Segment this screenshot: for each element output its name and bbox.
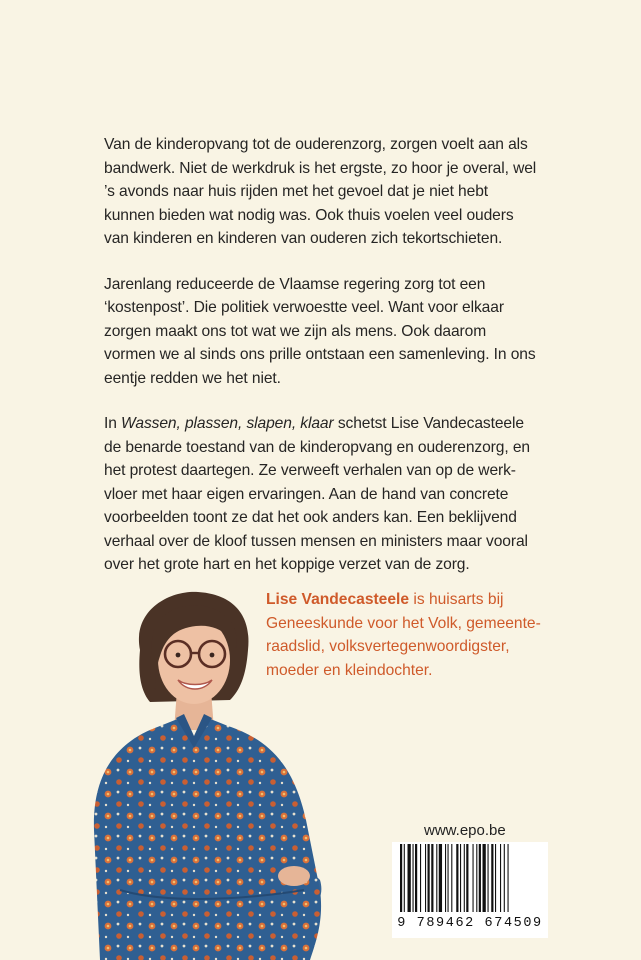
author-bio-text: is huisarts bij (409, 591, 504, 608)
barcode-bar (436, 844, 437, 912)
blurb-line: kunnen bieden wat nodig was. Ook thuis voelen veel ouders (104, 206, 514, 224)
blurb-line: vloer met haar eigen ervaringen. Aan de hand van concrete (104, 485, 509, 503)
barcode-bar (413, 844, 414, 912)
barcode-bar (425, 844, 426, 912)
blurb-line: voorbeelden toont ze dat het ook anders kan. Een beklijvend (104, 509, 517, 526)
barcode-bar (415, 844, 417, 912)
blurb-line: eentje redden we het niet. (104, 369, 281, 387)
author-name: Lise Vandecasteele (266, 591, 410, 608)
barcode-bar (504, 844, 505, 912)
blurb-line: de benarde toestand van de kinderopvang en ouderenzorg, en (104, 438, 530, 456)
blurb-line: ’s avonds naar huis rijden met het gevoel dat je niet hebt (104, 183, 489, 200)
author-bio-line: Geneeskunde voor het Volk, gemeente- (266, 614, 541, 632)
barcode-bars (398, 844, 542, 916)
barcode-bar (431, 844, 433, 912)
blurb-line (104, 412, 564, 436)
barcode-bar (491, 844, 493, 912)
book-title: Wassen, plassen, slapen, klaar (121, 415, 334, 432)
blurb-text: In (104, 415, 122, 432)
barcode-bar (466, 844, 468, 912)
blurb-paragraph-3 (104, 412, 564, 577)
barcode-bar (460, 844, 461, 912)
blurb-line: over het grote hart en het koppige verzet van de zorg. (104, 556, 470, 573)
barcode-bar (456, 844, 458, 912)
barcode-bar (500, 844, 501, 912)
isbn-barcode (392, 842, 548, 938)
blurb-line: Van de kinderopvang tot de ouderenzorg, zorgen voelt aan als (104, 136, 528, 153)
blurb-text: schetst Lise Vandecasteele (333, 415, 524, 432)
barcode-bar (445, 844, 446, 912)
blurb-line: Jarenlang reduceerde de Vlaamse regering zorg tot een (104, 275, 486, 293)
blurb-line: van kinderen en kinderen van ouderen zich tekortschieten. (104, 230, 503, 247)
blurb-paragraph-2 (104, 273, 564, 391)
back-cover-blurb (104, 133, 564, 599)
blurb-line: bandwerk. Niet de werkdruk is het ergste, zo hoor je overal, wel (104, 159, 537, 177)
author-bio-line: raadslid, volksvertegenwoordigster, (266, 638, 510, 655)
blurb-line: zorgen maakt ons tot wat we zijn als mens. Ook daarom (104, 322, 487, 340)
author-bio-line: moeder en kleindochter. (266, 661, 433, 679)
barcode-bar (420, 844, 421, 912)
blurb-paragraph-1 (104, 133, 564, 251)
blurb-line: vormen we al sinds ons prille ontstaan een samenleving. In ons (104, 346, 536, 363)
publisher-website: www.epo.be (424, 822, 506, 839)
barcode-bar (476, 844, 477, 912)
blurb-line: verhaal over de kloof tussen mensen en ministers maar vooral (104, 532, 528, 550)
barcode-bar (464, 844, 465, 912)
barcode-area (392, 820, 552, 940)
barcode-bar (400, 844, 402, 912)
barcode-bar (439, 844, 442, 912)
barcode-bar (483, 844, 486, 912)
blurb-line: het protest daartegen. Ze verweeft verhalen van op de werk- (104, 462, 516, 479)
barcode-bar (408, 844, 411, 912)
isbn-number: 9 789462 674509 (397, 916, 543, 931)
author-photo (80, 590, 330, 960)
barcode-bar (448, 844, 449, 912)
blurb-line: ‘kostenpost’. Die politiek verwoestte veel. Want voor elkaar (104, 299, 504, 316)
barcode-bar (473, 844, 474, 912)
barcode-bar (451, 844, 452, 912)
barcode-bar (495, 844, 496, 912)
barcode-bar (508, 844, 509, 912)
barcode-bar (404, 844, 405, 912)
barcode-bar (479, 844, 481, 912)
barcode-bar (488, 844, 489, 912)
barcode-bar (428, 844, 430, 912)
